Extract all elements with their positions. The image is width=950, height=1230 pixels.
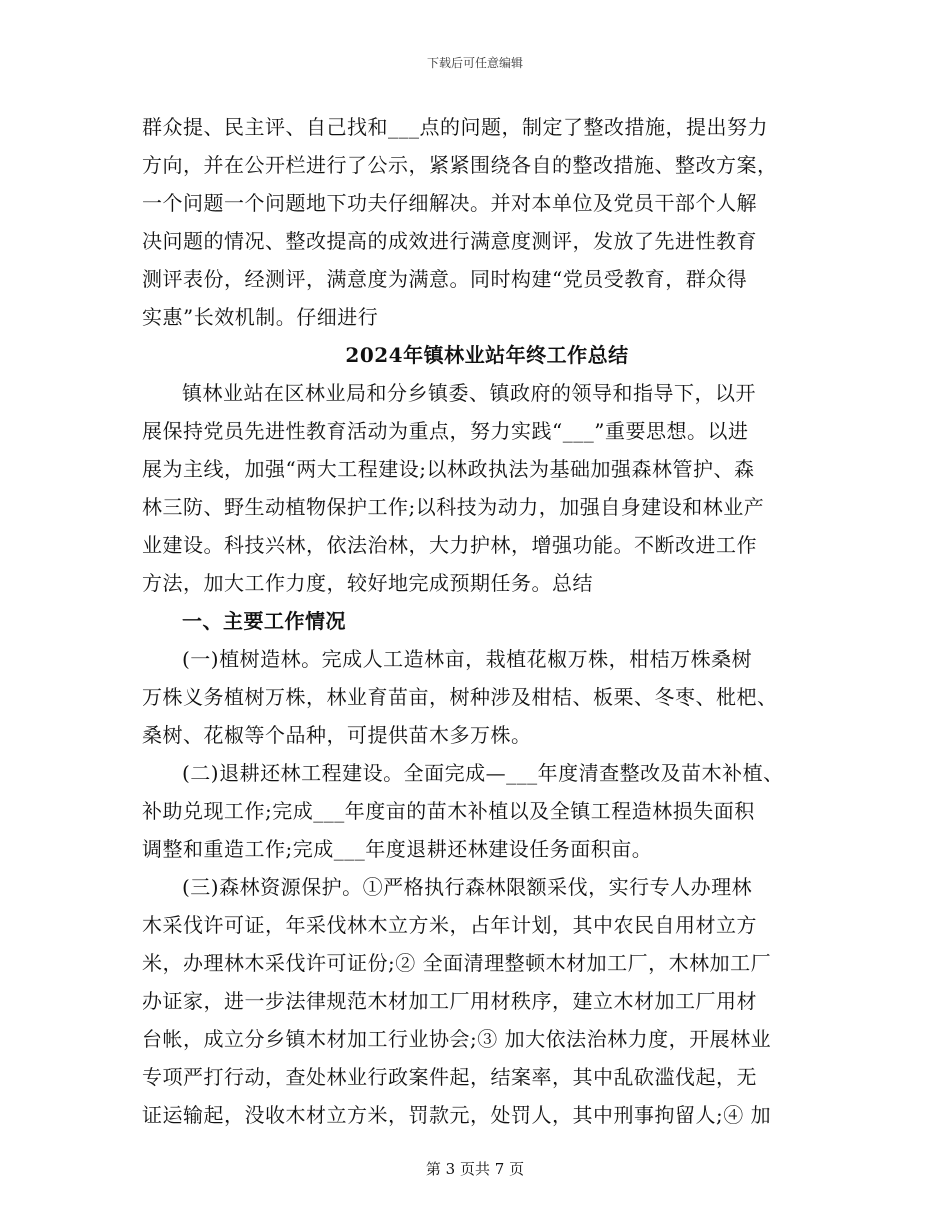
text-line: 林三防、野生动植物保护工作;以科技为动力，加强自身建设和林业产	[142, 495, 765, 519]
text-line: 万株义务植树万株，林业育苗亩，树种涉及柑桔、板栗、冬枣、枇杷、	[142, 685, 778, 709]
text-line: 台帐，成立分乡镇木材加工行业协会;③ 加大依法治林力度，开展林业	[142, 1027, 772, 1051]
document-body	[142, 108, 832, 1134]
text-line: 桑树、花椒等个品种，可提供苗木多万株。	[142, 723, 532, 747]
text-line: 办证家，进一步法律规范木材加工厂用材秩序，建立木材加工厂用材	[142, 989, 757, 1013]
text-line: 群众提、民主评、自己找和___点的问题，制定了整改措施，提出努力	[142, 115, 768, 139]
text-line: 决问题的情况、整改提高的成效进行满意度测评，发放了先进性教育	[142, 229, 757, 253]
page-header: 下载后可任意编辑	[426, 56, 523, 70]
text-line: 方法，加大工作力度，较好地完成预期任务。总结	[142, 571, 593, 595]
text-line: 测评表份，经测评，满意度为满意。同时构建“党员受教育，群众得	[142, 267, 748, 291]
text-line: 展为主线，加强“两大工程建设;以林政执法为基础加强森林管护、森	[142, 457, 755, 481]
text-line: 调整和重造工作;完成___年度退耕还林建设任务面积亩。	[142, 837, 653, 861]
document-title: 2024年镇林业站年终工作总结	[345, 343, 629, 367]
text-line: 补助兑现工作;完成___年度亩的苗木补植以及全镇工程造林损失面积	[142, 799, 755, 823]
text-line: 木采伐许可证，年采伐林木立方米，占年计划，其中农民自用材立方	[142, 913, 757, 937]
text-line: 证运输起，没收木材立方米，罚款元，处罚人，其中刑事拘留人;④ 加	[142, 1103, 772, 1127]
text-line: 实惠”长效机制。仔细进行	[142, 305, 379, 329]
text-line: 专项严打行动，查处林业行政案件起，结案率，其中乱砍滥伐起，无	[142, 1065, 757, 1089]
text-line: 方向，并在公开栏进行了公示，紧紧围绕各自的整改措施、整改方案，	[142, 153, 778, 177]
text-line: 镇林业站在区林业局和分乡镇委、镇政府的领导和指导下，以开	[182, 381, 756, 405]
text-line: (二)退耕还林工程建设。全面完成—___年度清查整改及苗木补植、	[182, 761, 784, 785]
section-heading: 一、主要工作情况	[182, 609, 346, 633]
text-line: 业建设。科技兴林，依法治林，大力护林，增强功能。不断改进工作	[142, 533, 757, 557]
page-footer: 第 3 页共 7 页	[425, 1160, 525, 1178]
text-line: 展保持党员先进性教育活动为重点，努力实践“___”重要思想。以进	[142, 419, 749, 443]
text-line: 一个问题一个问题地下功夫仔细解决。并对本单位及党员干部个人解	[142, 191, 757, 215]
text-line: 米，办理林木采伐许可证份;② 全面清理整顿木材加工厂，木林加工厂	[142, 951, 772, 975]
text-line: (一)植树造林。完成人工造林亩，栽植花椒万株，柑桔万株桑树	[182, 647, 753, 671]
text-line: (三)森林资源保护。①严格执行森林限额采伐，实行专人办理林	[182, 875, 753, 899]
